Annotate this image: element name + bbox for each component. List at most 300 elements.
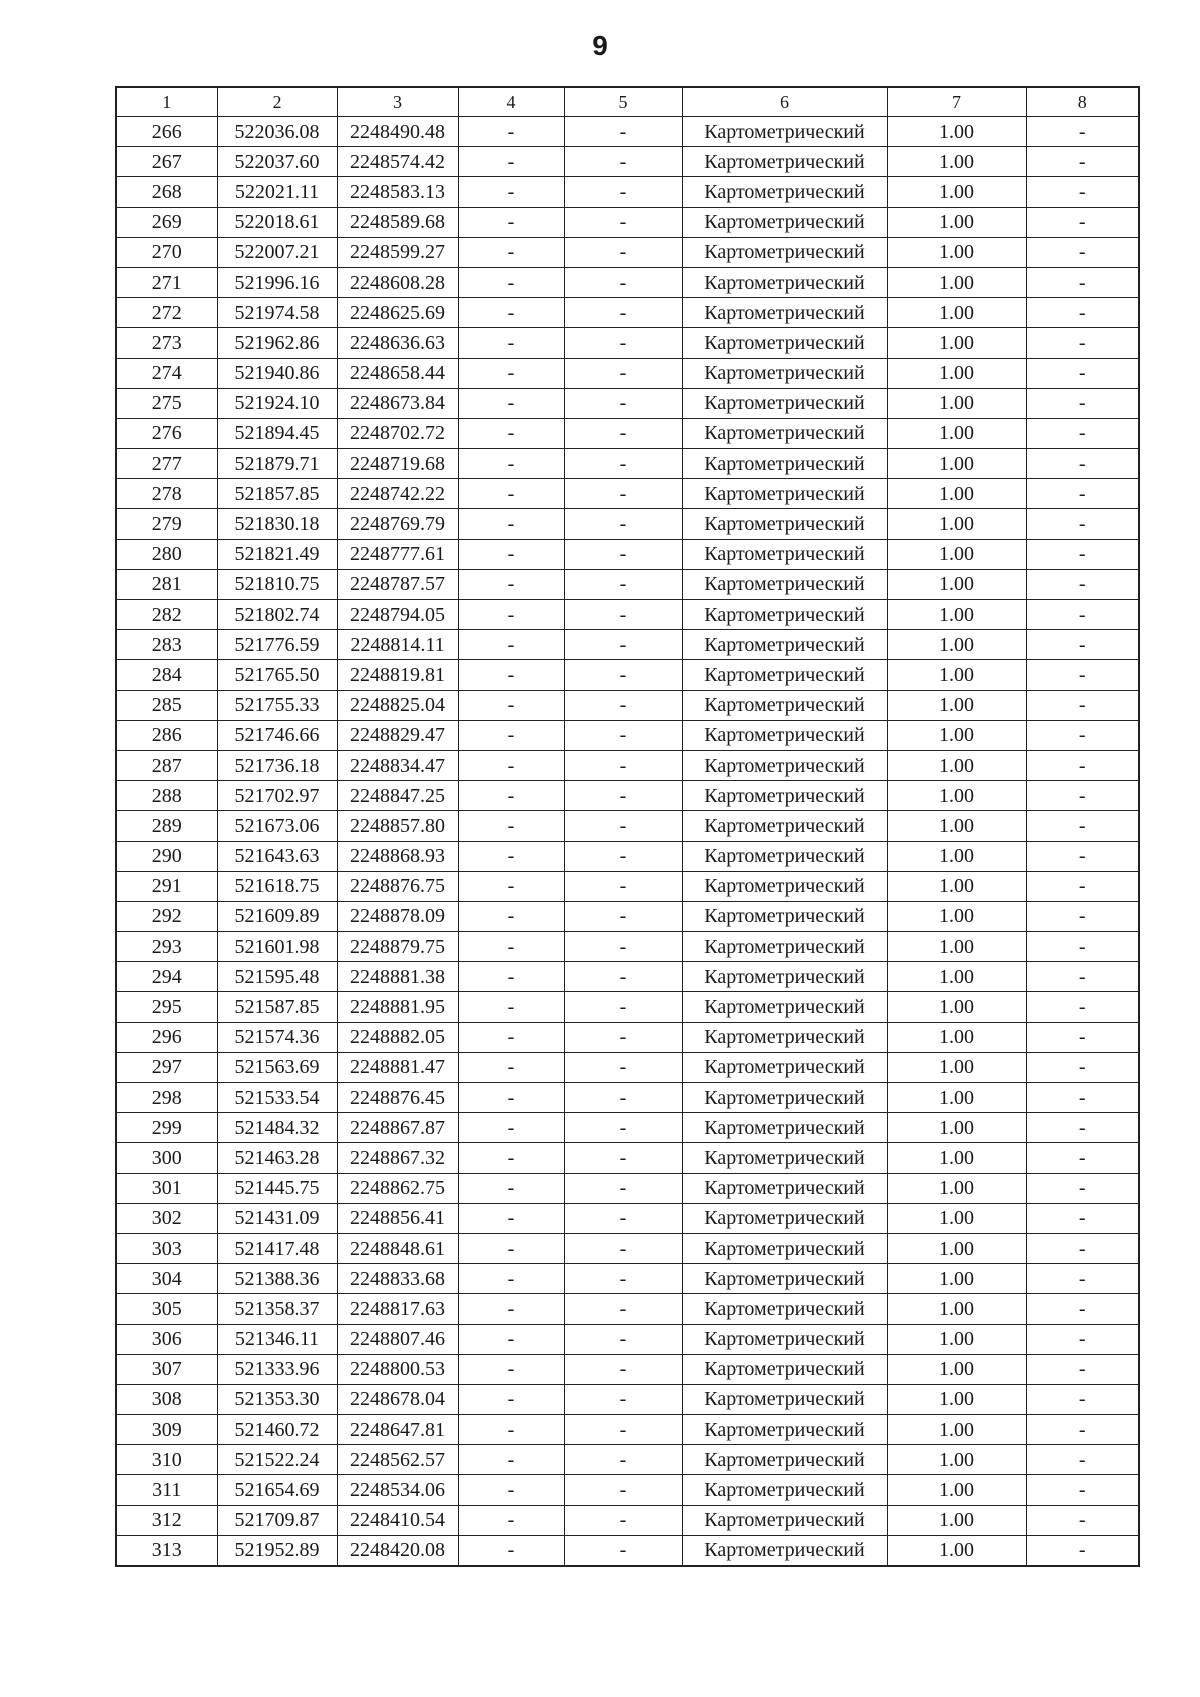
point-number-cell: 310 — [116, 1445, 217, 1475]
point-number-cell: 299 — [116, 1113, 217, 1143]
col-5-cell: - — [564, 690, 682, 720]
accuracy-cell: 1.00 — [887, 932, 1026, 962]
col-8-cell: - — [1026, 1294, 1139, 1324]
point-number-cell: 269 — [116, 207, 217, 237]
table-row — [116, 901, 1139, 931]
col-4-cell: - — [458, 992, 564, 1022]
y-coordinate-cell: 2248819.81 — [337, 660, 458, 690]
y-coordinate-cell: 2248534.06 — [337, 1475, 458, 1505]
col-8-cell: - — [1026, 479, 1139, 509]
method-cell: Картометрический — [682, 1143, 887, 1173]
accuracy-cell: 1.00 — [887, 388, 1026, 418]
col-8-cell: - — [1026, 207, 1139, 237]
accuracy-cell: 1.00 — [887, 1415, 1026, 1445]
y-coordinate-cell: 2248876.45 — [337, 1083, 458, 1113]
accuracy-cell: 1.00 — [887, 1505, 1026, 1535]
point-number-cell: 296 — [116, 1022, 217, 1052]
col-4-cell: - — [458, 1415, 564, 1445]
point-number-cell: 308 — [116, 1384, 217, 1414]
col-8-cell: - — [1026, 1505, 1139, 1535]
table-row — [116, 267, 1139, 297]
x-coordinate-cell: 521358.37 — [217, 1294, 337, 1324]
x-coordinate-cell: 521940.86 — [217, 358, 337, 388]
x-coordinate-cell: 521974.58 — [217, 298, 337, 328]
col-4-cell: - — [458, 841, 564, 871]
accuracy-cell: 1.00 — [887, 871, 1026, 901]
point-number-cell: 304 — [116, 1264, 217, 1294]
table-row — [116, 690, 1139, 720]
accuracy-cell: 1.00 — [887, 630, 1026, 660]
method-cell: Картометрический — [682, 328, 887, 358]
x-coordinate-cell: 521857.85 — [217, 479, 337, 509]
y-coordinate-cell: 2248658.44 — [337, 358, 458, 388]
x-coordinate-cell: 521618.75 — [217, 871, 337, 901]
col-5-cell: - — [564, 750, 682, 780]
table-row — [116, 811, 1139, 841]
y-coordinate-cell: 2248562.57 — [337, 1445, 458, 1475]
y-coordinate-cell: 2248742.22 — [337, 479, 458, 509]
col-5-cell: - — [564, 358, 682, 388]
table-row — [116, 418, 1139, 448]
accuracy-cell: 1.00 — [887, 509, 1026, 539]
accuracy-cell: 1.00 — [887, 1233, 1026, 1263]
col-4-cell: - — [458, 811, 564, 841]
accuracy-cell: 1.00 — [887, 1052, 1026, 1082]
point-number-cell: 272 — [116, 298, 217, 328]
table-row — [116, 569, 1139, 599]
method-cell: Картометрический — [682, 1022, 887, 1052]
point-number-cell: 306 — [116, 1324, 217, 1354]
col-5-cell: - — [564, 600, 682, 630]
y-coordinate-cell: 2248800.53 — [337, 1354, 458, 1384]
accuracy-cell: 1.00 — [887, 358, 1026, 388]
accuracy-cell: 1.00 — [887, 237, 1026, 267]
x-coordinate-cell: 521654.69 — [217, 1475, 337, 1505]
col-4-cell: - — [458, 962, 564, 992]
point-number-cell: 311 — [116, 1475, 217, 1505]
x-coordinate-cell: 521830.18 — [217, 509, 337, 539]
col-8-cell: - — [1026, 267, 1139, 297]
method-cell: Картометрический — [682, 1233, 887, 1263]
point-number-cell: 302 — [116, 1203, 217, 1233]
x-coordinate-cell: 521755.33 — [217, 690, 337, 720]
col-8-cell: - — [1026, 1173, 1139, 1203]
point-number-cell: 289 — [116, 811, 217, 841]
col-4-cell: - — [458, 569, 564, 599]
x-coordinate-cell: 521587.85 — [217, 992, 337, 1022]
col-8-cell: - — [1026, 1052, 1139, 1082]
y-coordinate-cell: 2248410.54 — [337, 1505, 458, 1535]
col-4-cell: - — [458, 1354, 564, 1384]
x-coordinate-cell: 522036.08 — [217, 117, 337, 147]
col-4-cell: - — [458, 388, 564, 418]
col-5-cell: - — [564, 992, 682, 1022]
col-5-cell: - — [564, 660, 682, 690]
method-cell: Картометрический — [682, 267, 887, 297]
col-6-header: 6 — [682, 87, 887, 117]
point-number-cell: 288 — [116, 781, 217, 811]
col-4-cell: - — [458, 1022, 564, 1052]
table-row — [116, 660, 1139, 690]
point-number-cell: 282 — [116, 600, 217, 630]
col-5-cell: - — [564, 841, 682, 871]
col-4-cell: - — [458, 1535, 564, 1566]
y-coordinate-cell: 2248777.61 — [337, 539, 458, 569]
accuracy-cell: 1.00 — [887, 841, 1026, 871]
col-5-cell: - — [564, 901, 682, 931]
col-5-cell: - — [564, 388, 682, 418]
accuracy-cell: 1.00 — [887, 449, 1026, 479]
x-coordinate-cell: 521924.10 — [217, 388, 337, 418]
col-8-cell: - — [1026, 1113, 1139, 1143]
point-number-cell: 290 — [116, 841, 217, 871]
method-cell: Картометрический — [682, 1415, 887, 1445]
col-5-cell: - — [564, 1052, 682, 1082]
col-4-cell: - — [458, 267, 564, 297]
col-4-cell: - — [458, 449, 564, 479]
point-number-cell: 280 — [116, 539, 217, 569]
x-coordinate-cell: 521353.30 — [217, 1384, 337, 1414]
accuracy-cell: 1.00 — [887, 1384, 1026, 1414]
col-4-cell: - — [458, 1233, 564, 1263]
col-5-cell: - — [564, 479, 682, 509]
table-row — [116, 1324, 1139, 1354]
x-coordinate-cell: 522021.11 — [217, 177, 337, 207]
table-row — [116, 1294, 1139, 1324]
col-5-cell: - — [564, 1475, 682, 1505]
col-4-cell: - — [458, 1264, 564, 1294]
table-row — [116, 177, 1139, 207]
accuracy-cell: 1.00 — [887, 811, 1026, 841]
col-5-cell: - — [564, 117, 682, 147]
col-5-cell: - — [564, 1143, 682, 1173]
method-cell: Картометрический — [682, 1445, 887, 1475]
col-8-cell: - — [1026, 720, 1139, 750]
col-4-cell: - — [458, 720, 564, 750]
table-row — [116, 358, 1139, 388]
col-4-cell: - — [458, 117, 564, 147]
accuracy-cell: 1.00 — [887, 690, 1026, 720]
point-number-cell: 279 — [116, 509, 217, 539]
accuracy-cell: 1.00 — [887, 1022, 1026, 1052]
table-row — [116, 1505, 1139, 1535]
col-4-cell: - — [458, 781, 564, 811]
y-coordinate-cell: 2248847.25 — [337, 781, 458, 811]
y-coordinate-cell: 2248817.63 — [337, 1294, 458, 1324]
y-coordinate-cell: 2248583.13 — [337, 177, 458, 207]
table-row — [116, 237, 1139, 267]
col-8-cell: - — [1026, 1384, 1139, 1414]
col-4-cell: - — [458, 690, 564, 720]
col-5-cell: - — [564, 1264, 682, 1294]
col-8-cell: - — [1026, 901, 1139, 931]
col-8-cell: - — [1026, 660, 1139, 690]
point-number-cell: 294 — [116, 962, 217, 992]
x-coordinate-cell: 521810.75 — [217, 569, 337, 599]
table-row — [116, 871, 1139, 901]
point-number-cell: 312 — [116, 1505, 217, 1535]
point-number-cell: 305 — [116, 1294, 217, 1324]
table-row — [116, 962, 1139, 992]
x-coordinate-cell: 521879.71 — [217, 449, 337, 479]
col-4-cell: - — [458, 418, 564, 448]
method-cell: Картометрический — [682, 479, 887, 509]
col-5-cell: - — [564, 207, 682, 237]
y-coordinate-cell: 2248599.27 — [337, 237, 458, 267]
table-header-row — [116, 87, 1139, 117]
x-coordinate-cell: 521821.49 — [217, 539, 337, 569]
col-4-header: 4 — [458, 87, 564, 117]
accuracy-cell: 1.00 — [887, 418, 1026, 448]
table-row — [116, 1143, 1139, 1173]
accuracy-cell: 1.00 — [887, 1173, 1026, 1203]
table-row — [116, 1384, 1139, 1414]
point-number-cell: 291 — [116, 871, 217, 901]
method-cell: Картометрический — [682, 237, 887, 267]
page-number: 9 — [592, 30, 608, 61]
col-4-cell: - — [458, 1384, 564, 1414]
col-8-cell: - — [1026, 1354, 1139, 1384]
col-5-cell: - — [564, 1173, 682, 1203]
col-4-cell: - — [458, 539, 564, 569]
point-number-cell: 271 — [116, 267, 217, 297]
method-cell: Картометрический — [682, 539, 887, 569]
accuracy-cell: 1.00 — [887, 962, 1026, 992]
method-cell: Картометрический — [682, 569, 887, 599]
x-coordinate-cell: 521673.06 — [217, 811, 337, 841]
accuracy-cell: 1.00 — [887, 267, 1026, 297]
col-8-cell: - — [1026, 1475, 1139, 1505]
y-coordinate-cell: 2248702.72 — [337, 418, 458, 448]
col-4-cell: - — [458, 509, 564, 539]
accuracy-cell: 1.00 — [887, 177, 1026, 207]
x-coordinate-cell: 521563.69 — [217, 1052, 337, 1082]
col-5-cell: - — [564, 932, 682, 962]
y-coordinate-cell: 2248881.95 — [337, 992, 458, 1022]
col-4-cell: - — [458, 1113, 564, 1143]
table-row — [116, 1113, 1139, 1143]
table-row — [116, 207, 1139, 237]
y-coordinate-cell: 2248787.57 — [337, 569, 458, 599]
method-cell: Картометрический — [682, 1264, 887, 1294]
y-coordinate-cell: 2248647.81 — [337, 1415, 458, 1445]
method-cell: Картометрический — [682, 630, 887, 660]
point-number-cell: 300 — [116, 1143, 217, 1173]
table-row — [116, 1233, 1139, 1263]
y-coordinate-cell: 2248794.05 — [337, 600, 458, 630]
y-coordinate-cell: 2248574.42 — [337, 147, 458, 177]
method-cell: Картометрический — [682, 1113, 887, 1143]
y-coordinate-cell: 2248608.28 — [337, 267, 458, 297]
col-8-cell: - — [1026, 237, 1139, 267]
col-8-cell: - — [1026, 1233, 1139, 1263]
col-8-cell: - — [1026, 600, 1139, 630]
x-coordinate-cell: 521484.32 — [217, 1113, 337, 1143]
point-number-cell: 303 — [116, 1233, 217, 1263]
x-coordinate-cell: 521962.86 — [217, 328, 337, 358]
x-coordinate-cell: 522007.21 — [217, 237, 337, 267]
accuracy-cell: 1.00 — [887, 1143, 1026, 1173]
y-coordinate-cell: 2248636.63 — [337, 328, 458, 358]
table-row — [116, 1535, 1139, 1566]
y-coordinate-cell: 2248673.84 — [337, 388, 458, 418]
x-coordinate-cell: 521445.75 — [217, 1173, 337, 1203]
y-coordinate-cell: 2248848.61 — [337, 1233, 458, 1263]
method-cell: Картометрический — [682, 781, 887, 811]
method-cell: Картометрический — [682, 962, 887, 992]
accuracy-cell: 1.00 — [887, 1203, 1026, 1233]
col-8-cell: - — [1026, 509, 1139, 539]
method-cell: Картометрический — [682, 690, 887, 720]
col-8-cell: - — [1026, 1022, 1139, 1052]
col-8-cell: - — [1026, 449, 1139, 479]
y-coordinate-cell: 2248420.08 — [337, 1535, 458, 1566]
col-5-header: 5 — [564, 87, 682, 117]
col-8-cell: - — [1026, 328, 1139, 358]
point-number-cell: 295 — [116, 992, 217, 1022]
accuracy-cell: 1.00 — [887, 992, 1026, 1022]
col-4-cell: - — [458, 1505, 564, 1535]
x-coordinate-cell: 521533.54 — [217, 1083, 337, 1113]
method-cell: Картометрический — [682, 449, 887, 479]
accuracy-cell: 1.00 — [887, 479, 1026, 509]
point-number-cell: 285 — [116, 690, 217, 720]
col-8-cell: - — [1026, 1445, 1139, 1475]
x-coordinate-cell: 521431.09 — [217, 1203, 337, 1233]
y-coordinate-cell: 2248719.68 — [337, 449, 458, 479]
table-row — [116, 1445, 1139, 1475]
accuracy-cell: 1.00 — [887, 298, 1026, 328]
col-4-cell: - — [458, 871, 564, 901]
x-coordinate-cell: 521894.45 — [217, 418, 337, 448]
accuracy-cell: 1.00 — [887, 720, 1026, 750]
col-8-cell: - — [1026, 1083, 1139, 1113]
accuracy-cell: 1.00 — [887, 1294, 1026, 1324]
y-coordinate-cell: 2248857.80 — [337, 811, 458, 841]
col-5-cell: - — [564, 1022, 682, 1052]
table-row — [116, 750, 1139, 780]
accuracy-cell: 1.00 — [887, 1324, 1026, 1354]
point-number-cell: 287 — [116, 750, 217, 780]
x-coordinate-cell: 522037.60 — [217, 147, 337, 177]
table-row — [116, 298, 1139, 328]
x-coordinate-cell: 521996.16 — [217, 267, 337, 297]
col-5-cell: - — [564, 147, 682, 177]
y-coordinate-cell: 2248876.75 — [337, 871, 458, 901]
point-number-cell: 273 — [116, 328, 217, 358]
y-coordinate-cell: 2248825.04 — [337, 690, 458, 720]
col-5-cell: - — [564, 177, 682, 207]
method-cell: Картометрический — [682, 117, 887, 147]
method-cell: Картометрический — [682, 509, 887, 539]
col-8-cell: - — [1026, 1324, 1139, 1354]
col-4-cell: - — [458, 177, 564, 207]
method-cell: Картометрический — [682, 1354, 887, 1384]
col-5-cell: - — [564, 1505, 682, 1535]
accuracy-cell: 1.00 — [887, 117, 1026, 147]
col-5-cell: - — [564, 1294, 682, 1324]
x-coordinate-cell: 521346.11 — [217, 1324, 337, 1354]
col-4-cell: - — [458, 1445, 564, 1475]
x-coordinate-cell: 521574.36 — [217, 1022, 337, 1052]
table-row — [116, 1203, 1139, 1233]
accuracy-cell: 1.00 — [887, 569, 1026, 599]
col-5-cell: - — [564, 298, 682, 328]
col-4-cell: - — [458, 237, 564, 267]
point-number-cell: 266 — [116, 117, 217, 147]
col-8-cell: - — [1026, 932, 1139, 962]
method-cell: Картометрический — [682, 1324, 887, 1354]
accuracy-cell: 1.00 — [887, 901, 1026, 931]
x-coordinate-cell: 521417.48 — [217, 1233, 337, 1263]
col-4-cell: - — [458, 630, 564, 660]
col-8-cell: - — [1026, 117, 1139, 147]
accuracy-cell: 1.00 — [887, 1535, 1026, 1566]
method-cell: Картометрический — [682, 207, 887, 237]
x-coordinate-cell: 521460.72 — [217, 1415, 337, 1445]
col-8-cell: - — [1026, 781, 1139, 811]
method-cell: Картометрический — [682, 418, 887, 448]
col-8-cell: - — [1026, 298, 1139, 328]
accuracy-cell: 1.00 — [887, 147, 1026, 177]
col-4-cell: - — [458, 147, 564, 177]
y-coordinate-cell: 2248833.68 — [337, 1264, 458, 1294]
table-row — [116, 720, 1139, 750]
point-number-cell: 301 — [116, 1173, 217, 1203]
x-coordinate-cell: 521522.24 — [217, 1445, 337, 1475]
y-coordinate-cell: 2248868.93 — [337, 841, 458, 871]
col-4-cell: - — [458, 479, 564, 509]
y-coordinate-cell: 2248678.04 — [337, 1384, 458, 1414]
col-7-header: 7 — [887, 87, 1026, 117]
col-4-cell: - — [458, 901, 564, 931]
col-8-cell: - — [1026, 539, 1139, 569]
col-8-cell: - — [1026, 358, 1139, 388]
accuracy-cell: 1.00 — [887, 750, 1026, 780]
method-cell: Картометрический — [682, 932, 887, 962]
method-cell: Картометрический — [682, 600, 887, 630]
method-cell: Картометрический — [682, 1535, 887, 1566]
col-4-cell: - — [458, 1143, 564, 1173]
point-number-cell: 298 — [116, 1083, 217, 1113]
col-5-cell: - — [564, 1233, 682, 1263]
col-4-cell: - — [458, 1324, 564, 1354]
x-coordinate-cell: 521765.50 — [217, 660, 337, 690]
table-row — [116, 388, 1139, 418]
accuracy-cell: 1.00 — [887, 328, 1026, 358]
x-coordinate-cell: 521595.48 — [217, 962, 337, 992]
col-8-cell: - — [1026, 992, 1139, 1022]
col-3-header: 3 — [337, 87, 458, 117]
col-4-cell: - — [458, 207, 564, 237]
point-number-cell: 267 — [116, 147, 217, 177]
point-number-cell: 286 — [116, 720, 217, 750]
accuracy-cell: 1.00 — [887, 1083, 1026, 1113]
x-coordinate-cell: 521952.89 — [217, 1535, 337, 1566]
method-cell: Картометрический — [682, 841, 887, 871]
col-4-cell: - — [458, 1052, 564, 1082]
accuracy-cell: 1.00 — [887, 1113, 1026, 1143]
method-cell: Картометрический — [682, 1173, 887, 1203]
table-row — [116, 630, 1139, 660]
y-coordinate-cell: 2248490.48 — [337, 117, 458, 147]
y-coordinate-cell: 2248856.41 — [337, 1203, 458, 1233]
y-coordinate-cell: 2248882.05 — [337, 1022, 458, 1052]
col-8-cell: - — [1026, 569, 1139, 599]
col-4-cell: - — [458, 660, 564, 690]
y-coordinate-cell: 2248834.47 — [337, 750, 458, 780]
method-cell: Картометрический — [682, 1052, 887, 1082]
